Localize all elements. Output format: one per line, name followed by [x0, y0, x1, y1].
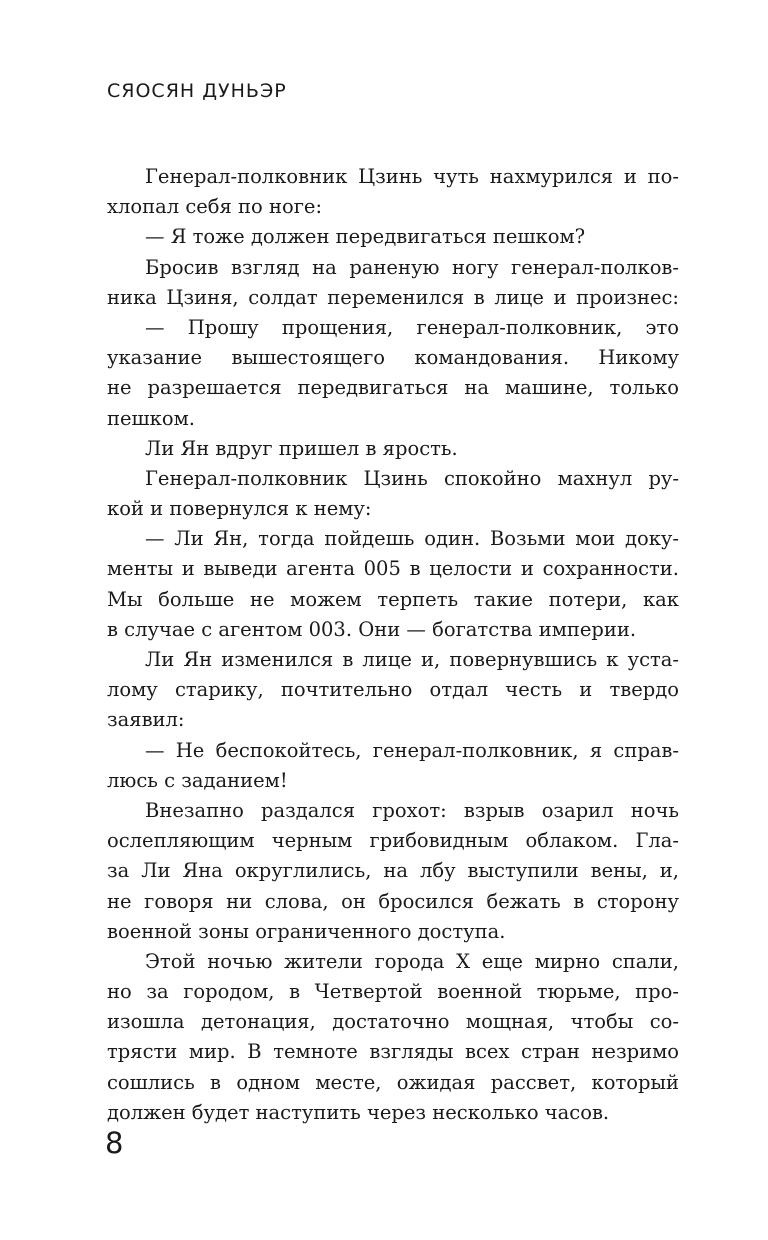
text-line: кой и повернулся к нему: — [107, 497, 372, 521]
text-line: — Не беспокойтесь, генерал-полковник, я справ- — [145, 738, 679, 762]
text-line: Этой ночью жители города X еще мирно спали, — [145, 949, 679, 973]
text-line: но за городом, в Четвертой военной тюрьме, про- — [107, 980, 679, 1004]
text-line: хлопал себя по ноге: — [107, 195, 323, 219]
text-line: Ли Ян вдруг пришел в ярость. — [145, 436, 458, 460]
text-line: менты и выведи агента 005 в целости и сохранности. — [107, 557, 679, 581]
text-line: — Прошу прощения, генерал-полковник, это — [145, 315, 679, 339]
text-line: заявил: — [107, 708, 185, 732]
text-line: за Ли Яна округлились, на лбу выступили вены, и, — [107, 859, 679, 883]
page-number: 8 — [105, 1126, 124, 1160]
text-line: сошлись в одном месте, ожидая рассвет, который — [107, 1070, 679, 1094]
text-line: указание вышестоящего командования. Никому — [107, 346, 679, 370]
body-text — [107, 162, 679, 1128]
text-line: Генерал-полковник Цзинь спокойно махнул ру- — [145, 466, 679, 490]
text-line: Генерал-полковник Цзинь чуть нахмурился и по- — [145, 165, 679, 188]
text-line: пешком. — [107, 406, 195, 430]
text-line: Внезапно раздался грохот: взрыв озарил ночь — [145, 798, 679, 822]
text-line: не говоря ни слова, он бросился бежать в сторону — [107, 889, 679, 913]
text-line: не разрешается передвигаться на машине, только — [107, 376, 679, 400]
text-line: — Ли Ян, тогда пойдешь один. Возьми мои доку- — [145, 527, 679, 551]
text-line: Мы больше не можем терпеть такие потери, как — [107, 587, 679, 611]
text-line: люсь с заданием! — [107, 768, 288, 792]
text-line: лому старику, почтительно отдал честь и твердо — [107, 678, 679, 702]
text-line: ника Цзиня, солдат переменился в лице и произнес: — [107, 285, 679, 309]
running-head: СЯОСЯН ДУНЬЭР — [107, 80, 287, 102]
text-line: трясти мир. В темноте взгляды всех стран незримо — [107, 1040, 679, 1064]
text-line: Бросив взгляд на раненую ногу генерал-полков- — [145, 255, 679, 279]
text-line: ослепляющим черным грибовидным облаком. Гла- — [107, 829, 679, 853]
text-line: должен будет наступить через несколько часов. — [107, 1100, 610, 1124]
text-line: изошла детонация, достаточно мощная, чтобы со- — [107, 1010, 679, 1034]
text-line: — Я тоже должен передвигаться пешком? — [145, 225, 586, 249]
text-line: в случае с агентом 003. Они — богатства империи. — [107, 617, 637, 641]
text-line: Ли Ян изменился в лице и, повернувшись к уста- — [145, 648, 679, 671]
text-line: военной зоны ограниченного доступа. — [107, 919, 506, 943]
